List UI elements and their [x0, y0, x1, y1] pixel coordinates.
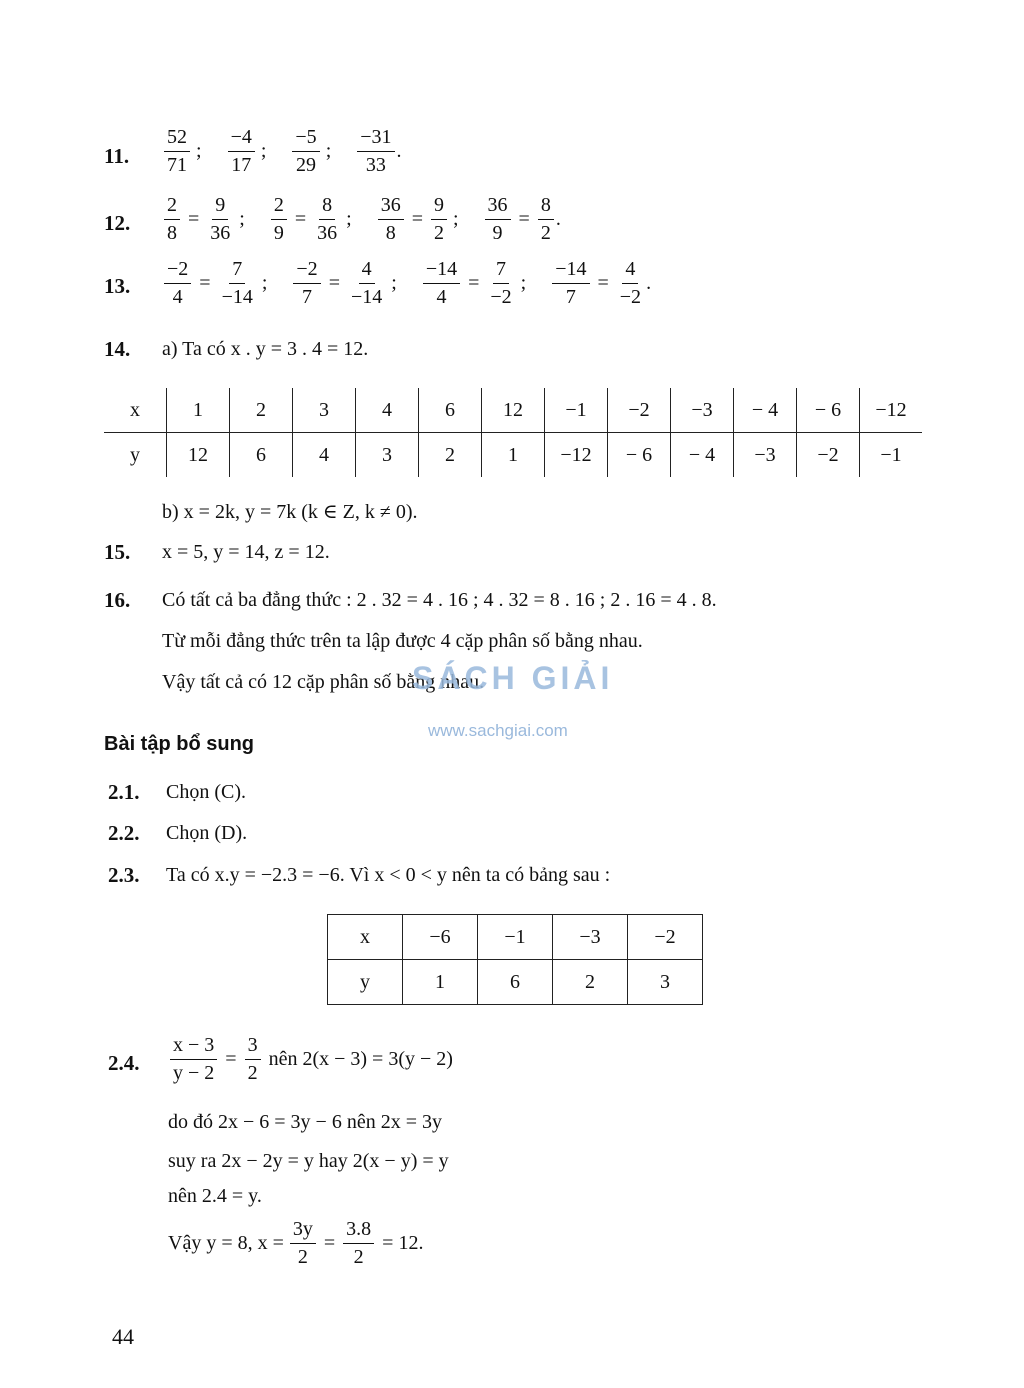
problem-14-part-b: b) x = 2k, y = 7k (k ∈ Z, k ≠ 0).	[162, 501, 418, 523]
problem-15-number: 15.	[104, 540, 131, 564]
problem-2-4-line-1: $\frac{x - 3}{y - 2}$ = $\frac{3}{2}$ nên 2(x − 3) = 3(y − 2)	[168, 1034, 453, 1085]
problem-2-2-number: 2.2.	[108, 821, 140, 845]
problem-14-number: 14.	[104, 337, 131, 361]
table-row-y: y 12 6 4 3 2 1 −12 − 6 − 4 −3 −2 −1	[104, 433, 922, 478]
problem-14-table	[104, 388, 922, 477]
problem-12-number: 12.	[104, 211, 131, 235]
fraction: $\frac{-5}{29}$	[292, 126, 319, 177]
problem-16-line-1: Có tất cả ba đẳng thức : 2 . 32 = 4 . 16 ; 4 . 32 = 8 . 16 ; 2 . 16 = 4 . 8.	[162, 589, 717, 611]
problem-16-line-2: Từ mỗi đẳng thức trên ta lập được 4 cặp phân số bằng nhau.	[162, 630, 643, 652]
fraction: $\frac{52}{71}$	[164, 126, 190, 177]
problem-2-2-text: Chọn (D).	[166, 822, 248, 844]
problem-2-3-table	[327, 914, 703, 1005]
problem-13-equalities: $\frac{-2}{4}$ = $\frac{7}{-14}$ ; $\frac{-2}{7}$ = $\frac{4}{-14}$ ; $\frac{-14}{4}$ = $\frac{7}{-2}$ ; $\frac{-14}{7}$ = $\frac{4}{-2}$ .	[162, 258, 651, 309]
problem-12-equalities: $\frac{2}{8}$ = $\frac{9}{36}$ ; $\frac{2}{9}$ = $\frac{8}{36}$ ; $\frac{36}{8}$ = $\frac{9}{2}$ ; $\frac{36}{9}$ = $\frac{8}{2}$ .	[162, 194, 561, 245]
problem-15-text: x = 5, y = 14, z = 12.	[162, 541, 330, 563]
section-title: Bài tập bổ sung	[104, 733, 254, 755]
problem-2-4-number: 2.4.	[108, 1051, 140, 1075]
table-row-x: x 1 2 3 4 6 12 −1 −2 −3 − 4 − 6 −12	[104, 388, 922, 433]
table-row-y: y 1 6 2 3	[328, 960, 703, 1005]
problem-16-line-3: Vậy tất cả có 12 cặp phân số bằng nhau.	[162, 671, 485, 693]
table-row-x: x −6 −1 −3 −2	[328, 915, 703, 960]
problem-2-1-text: Chọn (C).	[166, 781, 246, 803]
problem-11-number: 11.	[104, 144, 130, 168]
problem-2-3-number: 2.3.	[108, 863, 140, 887]
problem-14-part-a: a) Ta có x . y = 3 . 4 = 12.	[162, 338, 369, 360]
problem-2-3-text: Ta có x.y = −2.3 = −6. Vì x < 0 < y nên ta có bảng sau :	[166, 864, 611, 886]
problem-2-4-line-4: nên 2.4 = y.	[168, 1185, 262, 1207]
problem-2-4-line-3: suy ra 2x − 2y = y hay 2(x − y) = y	[168, 1150, 449, 1172]
problem-11-fractions: $\frac{52}{71}$ ; $\frac{-4}{17}$ ; $\frac{-5}{29}$ ; $\frac{-31}{33}$ .	[162, 126, 402, 177]
problem-2-4-final: Vậy y = 8, x = $\frac{3y}{2}$ = $\frac{3.8}{2}$ = 12.	[168, 1218, 424, 1268]
fraction: $\frac{-31}{33}$	[357, 126, 394, 177]
problem-16-number: 16.	[104, 588, 131, 612]
watermark-url: www.sachgiai.com	[428, 721, 568, 740]
watermark-brand: SÁCH GIẢI	[412, 660, 614, 696]
problem-13-number: 13.	[104, 274, 131, 298]
problem-2-1-number: 2.1.	[108, 780, 140, 804]
problem-2-4-line-2: do đó 2x − 6 = 3y − 6 nên 2x = 3y	[168, 1111, 442, 1133]
fraction: $\frac{-4}{17}$	[228, 126, 255, 177]
page-number: 44	[112, 1324, 134, 1349]
